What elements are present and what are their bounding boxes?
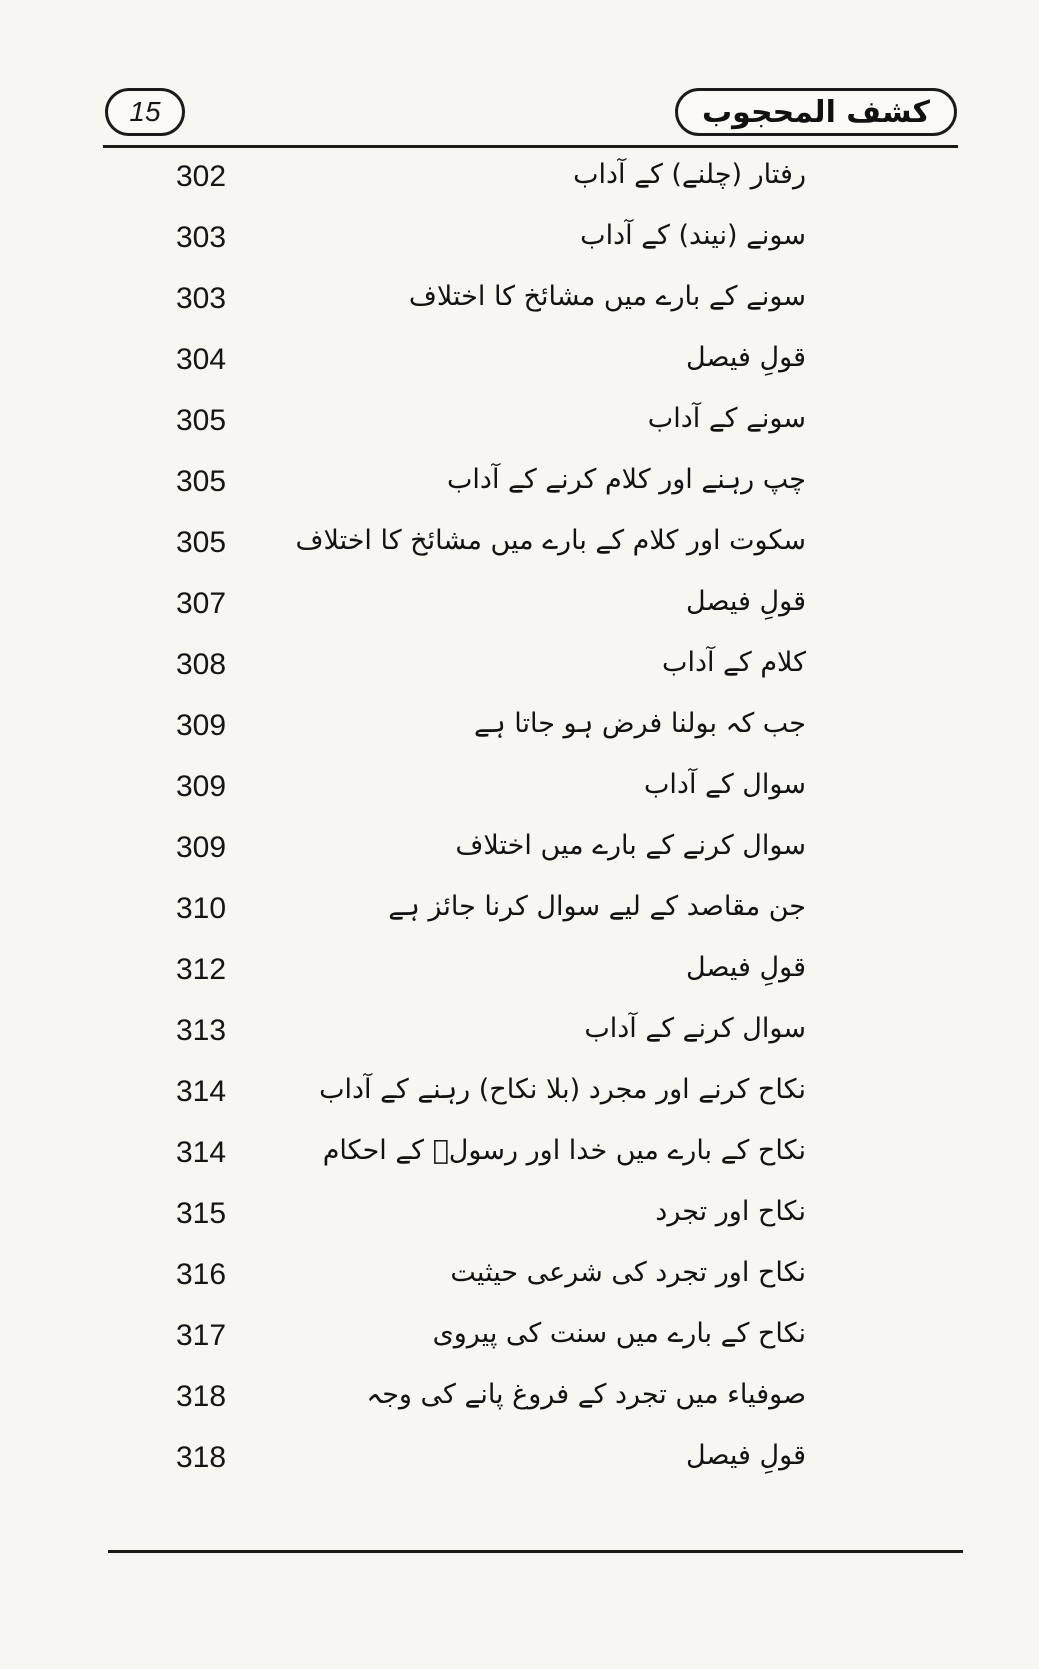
page-number-badge: 15 — [105, 88, 185, 136]
toc-row — [0, 826, 1039, 882]
toc-row — [0, 277, 1039, 333]
toc-row — [0, 704, 1039, 760]
toc-entry-page: 309 — [176, 831, 227, 864]
toc-row — [0, 1253, 1039, 1309]
toc-entry-title: جب کہ بولنا فرض ہو جاتا ہے — [474, 708, 806, 739]
toc-entry-title: سونے (نیند) کے آداب — [580, 220, 806, 251]
toc-row — [0, 1070, 1039, 1126]
toc-row — [0, 887, 1039, 943]
toc-entry-title: نکاح کے بارے میں سنت کی پیروی — [432, 1318, 806, 1349]
toc-entry-page: 317 — [176, 1319, 227, 1352]
toc-row — [0, 338, 1039, 394]
toc-row — [0, 155, 1039, 211]
toc-row — [0, 948, 1039, 1004]
toc-entry-title: صوفیاء میں تجرد کے فروغ پانے کی وجہ — [366, 1379, 806, 1410]
toc-entry-page: 308 — [176, 648, 227, 681]
toc-entry-page: 309 — [176, 709, 227, 742]
toc-entry-title: جن مقاصد کے لیے سوال کرنا جائز ہے — [388, 891, 806, 922]
toc-entry-page: 302 — [176, 160, 227, 193]
toc-row — [0, 460, 1039, 516]
toc-entry-page: 314 — [176, 1136, 227, 1169]
toc-row — [0, 399, 1039, 455]
toc-row — [0, 216, 1039, 272]
toc-entry-title: کلام کے آداب — [662, 647, 806, 678]
toc-entry-page: 303 — [176, 282, 227, 315]
toc-entry-page: 305 — [176, 465, 227, 498]
toc-entry-title: سوال کرنے کے آداب — [584, 1013, 806, 1044]
toc-entry-title: قولِ فیصل — [686, 342, 806, 373]
toc-row — [0, 1192, 1039, 1248]
toc-row — [0, 521, 1039, 577]
toc-entry-page: 316 — [176, 1258, 227, 1291]
toc-entry-page: 303 — [176, 221, 227, 254]
toc-entry-title: قولِ فیصل — [686, 586, 806, 617]
book-title-badge: کشف المحجوب — [675, 88, 957, 136]
toc-entry-page: 313 — [176, 1014, 227, 1047]
toc-entry-title: سکوت اور کلام کے بارے میں مشائخ کا اختلاف — [295, 525, 806, 556]
toc-entry-title: سوال کرنے کے بارے میں اختلاف — [455, 830, 806, 861]
toc-entry-title: سوال کے آداب — [644, 769, 806, 800]
toc-entry-title: نکاح کرنے اور مجرد (بلا نکاح) رہنے کے آداب — [319, 1074, 806, 1105]
page-header — [105, 88, 965, 148]
toc-entry-title: نکاح کے بارے میں خدا اور رسولؐ کے احکام — [322, 1135, 806, 1166]
toc-entry-title: قولِ فیصل — [686, 1440, 806, 1471]
toc-entry-title: قولِ فیصل — [686, 952, 806, 983]
toc-entry-title: سونے کے بارے میں مشائخ کا اختلاف — [408, 281, 806, 312]
toc-entry-page: 310 — [176, 892, 227, 925]
table-of-contents — [0, 155, 1039, 1555]
toc-row — [0, 643, 1039, 699]
toc-entry-page: 318 — [176, 1380, 227, 1413]
toc-entry-page: 305 — [176, 526, 227, 559]
toc-row — [0, 1436, 1039, 1492]
toc-entry-page: 312 — [176, 953, 227, 986]
toc-row — [0, 765, 1039, 821]
toc-entry-page: 309 — [176, 770, 227, 803]
toc-entry-page: 315 — [176, 1197, 227, 1230]
toc-row — [0, 582, 1039, 638]
toc-entry-page: 314 — [176, 1075, 227, 1108]
toc-entry-page: 304 — [176, 343, 227, 376]
toc-row — [0, 1375, 1039, 1431]
toc-entry-title: نکاح اور تجرد کی شرعی حیثیت — [450, 1257, 806, 1288]
toc-entry-page: 318 — [176, 1441, 227, 1474]
toc-row — [0, 1131, 1039, 1187]
toc-row — [0, 1314, 1039, 1370]
footer-divider — [108, 1550, 963, 1553]
toc-entry-title: سونے کے آداب — [647, 403, 806, 434]
toc-entry-title: رفتار (چلنے) کے آداب — [573, 159, 806, 190]
toc-entry-page: 305 — [176, 404, 227, 437]
toc-entry-title: نکاح اور تجرد — [655, 1196, 806, 1227]
toc-row — [0, 1009, 1039, 1065]
toc-entry-page: 307 — [176, 587, 227, 620]
header-divider — [103, 145, 958, 148]
toc-entry-title: چپ رہنے اور کلام کرنے کے آداب — [447, 464, 806, 495]
